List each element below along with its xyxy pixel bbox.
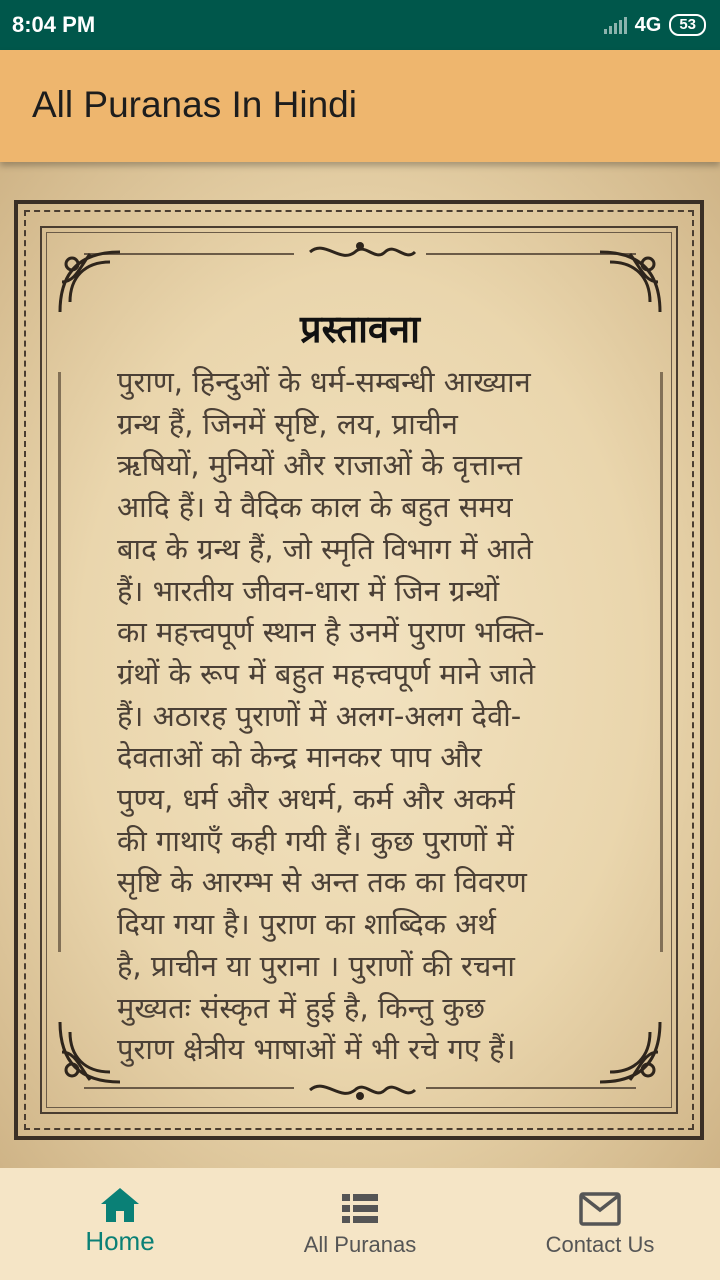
home-icon — [99, 1186, 141, 1224]
app-bar — [0, 50, 720, 162]
status-bar — [0, 0, 720, 50]
parchment-content[interactable] — [0, 162, 720, 1168]
nav-contact-us[interactable] — [480, 1168, 720, 1280]
bottom-navigation — [0, 1168, 720, 1280]
battery-icon: 53 — [669, 14, 706, 36]
nav-home[interactable] — [0, 1168, 240, 1280]
decorative-rule-right — [660, 372, 663, 952]
intro-paragraph: पुराण, हिन्दुओं के धर्म-सम्बन्धी आख्यान ग्रन्थ हैं, जिनमें सृष्टि, लय, प्राचीन ऋषियों, मुनियों और राजाओं के वृत्तान्त आदि हैं। ये वैदिक काल के बहुत समय बाद के ग्रन्थ हैं, जो स्मृति विभाग में आते हैं। भारतीय जीवन-धारा में जिन ग्रन्थों का महत्त्वपूर्ण स्थान है उनमें पुराण भक्ति- ग्रंथों के रूप में बहुत महत्त्वपूर्ण माने जाते हैं। अठारह पुराणों में अलग-अलग देवी- देवताओं को केन्द्र मानकर पाप और पुण्य, धर्म और अधर्म, कर्म और अकर्म की गाथाएँ कही गयी हैं। कुछ पुराणों में सृष्टि के आरम्भ से अन्त तक का विवरण दिया गया है। पुराण का शाब्दिक अर्थ है, प्राचीन या पुराना । पुराणों की रचना मुख्यतः संस्कृत में हुई है, किन्तु कुछ पुराण क्षेत्रीय भाषाओं में भी रचे गए हैं। — [117, 365, 545, 1067]
nav-home-label: Home — [85, 1226, 155, 1256]
scroll-ornament-top — [300, 234, 420, 270]
signal-icon — [604, 16, 627, 34]
app-title: All Puranas In Hindi — [32, 84, 357, 125]
nav-all-puranas[interactable] — [240, 1168, 480, 1280]
nav-all-puranas-label: All Puranas — [303, 1232, 417, 1257]
status-time: 8:04 PM — [12, 12, 96, 37]
status-icons — [604, 14, 706, 37]
mail-icon — [579, 1192, 621, 1226]
list-icon — [342, 1192, 378, 1226]
decorative-rule-left — [58, 372, 61, 952]
network-type: 4G — [634, 13, 662, 36]
scroll-ornament-bottom — [300, 1072, 420, 1108]
page-heading: प्रस्तावना — [300, 307, 420, 351]
nav-contact-us-label: Contact Us — [545, 1232, 655, 1257]
